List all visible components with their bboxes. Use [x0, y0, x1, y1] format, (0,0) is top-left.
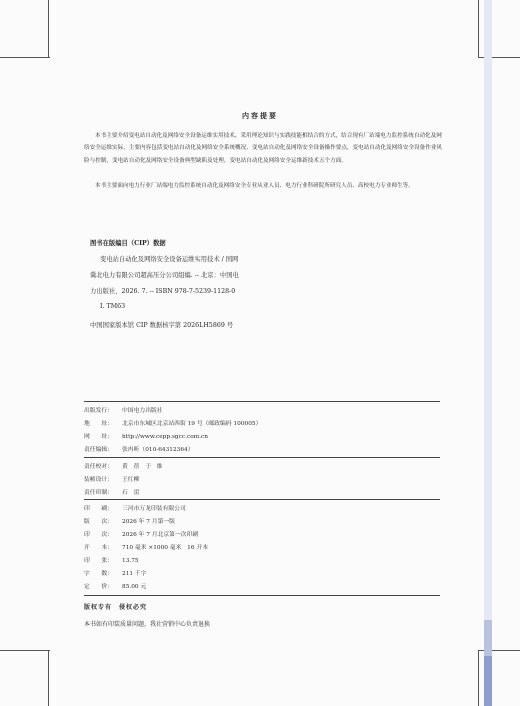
crop-mark-bottom-left: [48, 650, 49, 706]
row-label: 印 刷：: [84, 506, 113, 512]
cip-title: 图书在版编目（CIP）数据: [90, 240, 166, 247]
publisher-row: [84, 487, 139, 496]
print-row: [84, 529, 198, 538]
row-value: 85.00 元: [122, 584, 147, 590]
publisher-row: [84, 418, 261, 427]
color-sidebar-strip: [484, 0, 492, 706]
row-value: 2026 年 7 月北京第一次印刷: [122, 532, 199, 538]
crop-mark-top-left: [48, 0, 49, 58]
sidebar-segment: [484, 656, 492, 706]
row-label: 网 址：: [84, 434, 113, 440]
cip-line: 中国国家版本馆 CIP 数据核字第 2026LH5869 号: [90, 322, 234, 329]
cip-line: Ⅰ. TM63: [100, 303, 126, 310]
row-value: 13.75: [122, 558, 139, 564]
summary-paragraph-2: 本书主要面向电力行业厂站端电力监控系统自动化及网络安全专业从业人员、电力行业科研院所研究人员、高校电力专业师生等。: [95, 183, 414, 189]
divider-line: [84, 595, 440, 596]
copyright-heading: 版权专有 侵权必究: [84, 604, 148, 611]
row-value: 张冉昕（010-64312364）: [122, 447, 194, 453]
row-value: 三河市万龙印装有限公司: [122, 506, 186, 512]
row-value: http://www.cepp.sgcc.com.cn: [122, 434, 209, 440]
row-label: 印 次：: [84, 532, 113, 538]
print-row: [84, 516, 175, 525]
cip-line: 变电站自动化及网络安全设备运维实用技术 / 国网: [100, 256, 239, 263]
row-value: 710 毫米 ×1000 毫米 16 开本: [122, 545, 208, 551]
row-label: 版 次：: [84, 519, 113, 525]
divider-line: [84, 401, 440, 402]
crop-mark-top-right: [478, 0, 479, 58]
divider-line: [84, 457, 440, 458]
crop-mark-bottom-left-h: [0, 650, 50, 651]
row-value: 中国电力出版社: [122, 408, 163, 414]
crop-mark-top-left-h: [0, 57, 50, 58]
row-label: 字 数：: [84, 571, 113, 577]
publisher-row: [84, 474, 139, 483]
divider-line: [84, 499, 440, 500]
row-label: 出版发行：: [84, 408, 113, 414]
row-label: 定 价：: [84, 584, 113, 590]
row-value: 黄 蓓 于 维: [122, 464, 163, 470]
row-label: 印 张：: [84, 558, 113, 564]
publisher-row: [84, 461, 163, 470]
row-label: 责任印制：: [84, 490, 113, 496]
summary-title: 内容提要: [242, 111, 278, 120]
row-value: 2026 年 7 月第一版: [122, 519, 175, 525]
row-label: 责任校对：: [84, 464, 113, 470]
row-value: 王红柳: [122, 477, 140, 483]
row-value: 211 千字: [122, 571, 147, 577]
publisher-row: [84, 444, 194, 453]
cip-line: 冀北电力有限公司超高压分公司组编. -- 北京：中国电: [90, 272, 239, 279]
row-value: 北京市东城区北京站西街 19 号（邮政编码 100005）: [122, 421, 262, 427]
sidebar-segment: [484, 620, 492, 656]
crop-mark-bottom-right: [478, 650, 479, 706]
sidebar-segment: [484, 0, 492, 620]
return-notice: 本书如有印装质量问题，我社营销中心负责退换: [84, 621, 211, 628]
print-row: [84, 542, 208, 551]
print-row: [84, 581, 146, 590]
print-row: [84, 555, 139, 564]
print-row: [84, 503, 186, 512]
row-value: 石 雷: [122, 490, 140, 496]
row-label: 装帧设计：: [84, 477, 113, 483]
row-label: 开 本：: [84, 545, 113, 551]
row-label: 责任编辑：: [84, 447, 113, 453]
publisher-row: [84, 431, 208, 440]
publisher-row: [84, 405, 163, 414]
print-row: [84, 568, 147, 577]
row-label: 地 址：: [84, 421, 113, 427]
cip-line: 力出版社，2026. 7. -- ISBN 978-7-5239-1128-0: [90, 288, 236, 295]
summary-paragraph-1: 本书主要介绍变电站自动化及网络安全设备运维实用技术，采用理论知识与实践技能相结合的方式，结合现有厂站端电力监控系统自动化及网络安全运维实际，主要内容包括变电站自动化及网络安全系统概况、变电站自动化及网络安全设备操作要点，变电站自动化及网络安全设备作业风险与控制、变电站自动化及网络安全设备典型缺陷及处理，变电站自动化及网络安全运维新技术五个方面。: [84, 133, 443, 164]
